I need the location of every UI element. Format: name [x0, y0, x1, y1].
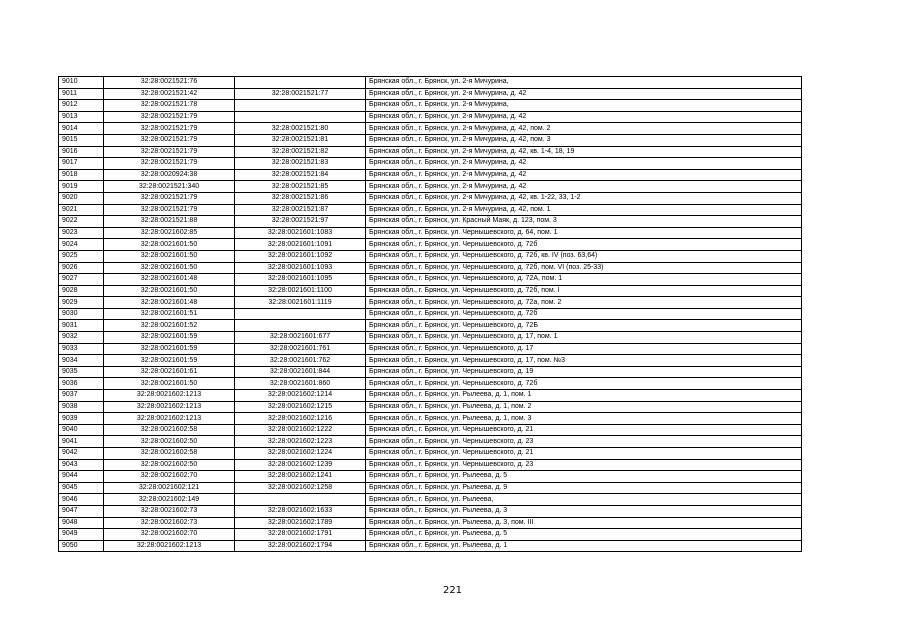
row-number-cell: 9014 [59, 123, 104, 135]
table-row [59, 146, 802, 158]
parcel-cadastral-cell: 32:28:0021602:73 [104, 505, 235, 517]
row-number-cell: 9040 [59, 424, 104, 436]
table-row [59, 308, 802, 320]
row-number-cell: 9017 [59, 158, 104, 170]
building-cadastral-cell: 32:28:0021601:1095 [235, 274, 366, 286]
address-cell: Брянская обл., г. Брянск, ул. Рылеева, [366, 494, 802, 506]
address-cell: Брянская обл., г. Брянск, ул. Чернышевского, д. 17, пом. 1 [366, 332, 802, 344]
parcel-cadastral-cell: 32:28:0021521:340 [104, 181, 235, 193]
building-cadastral-cell: 32:28:0021602:1224 [235, 448, 366, 460]
address-cell: Брянская обл., г. Брянск, ул. Чернышевского, д. 72б, пом. I [366, 285, 802, 297]
row-number-cell: 9037 [59, 390, 104, 402]
parcel-cadastral-cell: 32:28:0021521:88 [104, 216, 235, 228]
address-cell: Брянская обл., г. Брянск, ул. 2-я Мичурина, д. 42, пом. 3 [366, 134, 802, 146]
building-cadastral-cell: 32:28:0021602:1216 [235, 413, 366, 425]
row-number-cell: 9022 [59, 216, 104, 228]
table-row [59, 401, 802, 413]
address-cell: Брянская обл., г. Брянск, ул. Рылеева, д. 3, пом. III [366, 517, 802, 529]
parcel-cadastral-cell: 32:28:0021602:58 [104, 448, 235, 460]
table-row [59, 378, 802, 390]
parcel-cadastral-cell: 32:28:0021521:79 [104, 158, 235, 170]
address-cell: Брянская обл., г. Брянск, ул. 2-я Мичурина, д. 42, пом. 2 [366, 123, 802, 135]
table-row [59, 529, 802, 541]
row-number-cell: 9038 [59, 401, 104, 413]
table-row [59, 158, 802, 170]
address-cell: Брянская обл., г. Брянск, ул. 2-я Мичурина, [366, 100, 802, 112]
building-cadastral-cell: 32:28:0021601:1092 [235, 250, 366, 262]
parcel-cadastral-cell: 32:28:0021602:70 [104, 529, 235, 541]
parcel-cadastral-cell: 32:28:0021521:79 [104, 134, 235, 146]
row-number-cell: 9016 [59, 146, 104, 158]
table-row [59, 471, 802, 483]
table-row [59, 448, 802, 460]
address-cell: Брянская обл., г. Брянск, ул. Чернышевского, д. 21 [366, 424, 802, 436]
address-cell: Брянская обл., г. Брянск, ул. Рылеева, д. 1, пом. 1 [366, 390, 802, 402]
row-number-cell: 9043 [59, 459, 104, 471]
parcel-cadastral-cell: 32:28:0021602:70 [104, 471, 235, 483]
building-cadastral-cell: 32:28:0021601:1083 [235, 227, 366, 239]
table-row [59, 424, 802, 436]
table-row [59, 343, 802, 355]
building-cadastral-cell: 32:28:0021521:84 [235, 169, 366, 181]
table-row [59, 390, 802, 402]
parcel-cadastral-cell: 32:28:0021601:50 [104, 250, 235, 262]
row-number-cell: 9018 [59, 169, 104, 181]
row-number-cell: 9032 [59, 332, 104, 344]
parcel-cadastral-cell: 32:28:0021521:78 [104, 100, 235, 112]
row-number-cell: 9050 [59, 540, 104, 552]
table-row [59, 355, 802, 367]
parcel-cadastral-cell: 32:28:0021602:50 [104, 436, 235, 448]
table-row [59, 227, 802, 239]
building-cadastral-cell: 32:28:0021601:762 [235, 355, 366, 367]
building-cadastral-cell: 32:28:0021521:83 [235, 158, 366, 170]
address-cell: Брянская обл., г. Брянск, ул. Рылеева, д. 1, пом. 2 [366, 401, 802, 413]
row-number-cell: 9047 [59, 505, 104, 517]
parcel-cadastral-cell: 32:28:0021521:79 [104, 204, 235, 216]
row-number-cell: 9035 [59, 366, 104, 378]
parcel-cadastral-cell: 32:28:0021601:59 [104, 332, 235, 344]
address-cell: Брянская обл., г. Брянск, ул. Рылеева, д. 3 [366, 505, 802, 517]
table-row [59, 494, 802, 506]
registry-table-body [59, 77, 802, 552]
address-cell: Брянская обл., г. Брянск, ул. 2-я Мичурина, д. 42 [366, 181, 802, 193]
building-cadastral-cell [235, 77, 366, 89]
building-cadastral-cell: 32:28:0021602:1215 [235, 401, 366, 413]
address-cell: Брянская обл., г. Брянск, ул. Чернышевского, д. 72а, пом. 2 [366, 297, 802, 309]
table-row [59, 111, 802, 123]
building-cadastral-cell: 32:28:0021521:82 [235, 146, 366, 158]
parcel-cadastral-cell: 32:28:0021601:50 [104, 262, 235, 274]
row-number-cell: 9036 [59, 378, 104, 390]
address-cell: Брянская обл., г. Брянск, ул. Чернышевского, д. 72б [366, 378, 802, 390]
table-row [59, 297, 802, 309]
address-cell: Брянская обл., г. Брянск, ул. 2-я Мичурина, д. 42 [366, 169, 802, 181]
building-cadastral-cell: 32:28:0021602:1789 [235, 517, 366, 529]
building-cadastral-cell [235, 494, 366, 506]
building-cadastral-cell: 32:28:0021601:677 [235, 332, 366, 344]
parcel-cadastral-cell: 32:28:0021602:1213 [104, 540, 235, 552]
address-cell: Брянская обл., г. Брянск, ул. Рылеева, д. 1 [366, 540, 802, 552]
parcel-cadastral-cell: 32:28:0021602:73 [104, 517, 235, 529]
parcel-cadastral-cell: 32:28:0021601:50 [104, 285, 235, 297]
address-cell: Брянская обл., г. Брянск, ул. Рылеева, д. 5 [366, 471, 802, 483]
parcel-cadastral-cell: 32:28:0021601:52 [104, 320, 235, 332]
table-row [59, 459, 802, 471]
address-cell: Брянская обл., г. Брянск, ул. Чернышевского, д. 17, пом. №3 [366, 355, 802, 367]
table-row [59, 250, 802, 262]
table-row [59, 204, 802, 216]
row-number-cell: 9023 [59, 227, 104, 239]
table-row [59, 100, 802, 112]
row-number-cell: 9027 [59, 274, 104, 286]
row-number-cell: 9019 [59, 181, 104, 193]
parcel-cadastral-cell: 32:28:0021602:121 [104, 482, 235, 494]
building-cadastral-cell: 32:28:0021602:1241 [235, 471, 366, 483]
parcel-cadastral-cell: 32:28:0021601:51 [104, 308, 235, 320]
address-cell: Брянская обл., г. Брянск, ул. Чернышевского, д. 19 [366, 366, 802, 378]
building-cadastral-cell: 32:28:0021521:77 [235, 88, 366, 100]
address-cell: Брянская обл., г. Брянск, ул. Чернышевского, д. 17 [366, 343, 802, 355]
building-cadastral-cell: 32:28:0021602:1633 [235, 505, 366, 517]
registry-table [58, 76, 802, 552]
table-row [59, 169, 802, 181]
table-row [59, 77, 802, 89]
parcel-cadastral-cell: 32:28:0021601:50 [104, 239, 235, 251]
building-cadastral-cell [235, 308, 366, 320]
table-row [59, 181, 802, 193]
building-cadastral-cell: 32:28:0021601:761 [235, 343, 366, 355]
building-cadastral-cell: 32:28:0021601:1119 [235, 297, 366, 309]
building-cadastral-cell: 32:28:0021602:1222 [235, 424, 366, 436]
row-number-cell: 9025 [59, 250, 104, 262]
parcel-cadastral-cell: 32:28:0021602:1213 [104, 413, 235, 425]
address-cell: Брянская обл., г. Брянск, ул. Красный Маяк, д. 123, пом. 3 [366, 216, 802, 228]
row-number-cell: 9044 [59, 471, 104, 483]
address-cell: Брянская обл., г. Брянск, ул. 2-я Мичурина, д. 42, кв. 1-4, 18, 19 [366, 146, 802, 158]
building-cadastral-cell: 32:28:0021602:1239 [235, 459, 366, 471]
address-cell: Брянская обл., г. Брянск, ул. Рылеева, д. 5 [366, 529, 802, 541]
address-cell: Брянская обл., г. Брянск, ул. Рылеева, д. 1, пом. 3 [366, 413, 802, 425]
address-cell: Брянская обл., г. Брянск, ул. 2-я Мичурина, д. 42 [366, 111, 802, 123]
building-cadastral-cell: 32:28:0021521:85 [235, 181, 366, 193]
table-row [59, 239, 802, 251]
building-cadastral-cell [235, 111, 366, 123]
address-cell: Брянская обл., г. Брянск, ул. Чернышевского, д. 21 [366, 448, 802, 460]
table-row [59, 436, 802, 448]
table-row [59, 274, 802, 286]
row-number-cell: 9039 [59, 413, 104, 425]
address-cell: Брянская обл., г. Брянск, ул. Чернышевского, д. 72А, пом. 1 [366, 274, 802, 286]
parcel-cadastral-cell: 32:28:0021602:149 [104, 494, 235, 506]
row-number-cell: 9020 [59, 192, 104, 204]
parcel-cadastral-cell: 32:28:0021601:50 [104, 378, 235, 390]
table-row [59, 262, 802, 274]
parcel-cadastral-cell: 32:28:0021602:1213 [104, 401, 235, 413]
building-cadastral-cell: 32:28:0021521:86 [235, 192, 366, 204]
building-cadastral-cell: 32:28:0021601:1100 [235, 285, 366, 297]
table-row [59, 517, 802, 529]
row-number-cell: 9031 [59, 320, 104, 332]
address-cell: Брянская обл., г. Брянск, ул. 2-я Мичурина, д. 42, кв. 1-22, 33, 1-2 [366, 192, 802, 204]
row-number-cell: 9033 [59, 343, 104, 355]
row-number-cell: 9021 [59, 204, 104, 216]
building-cadastral-cell: 32:28:0021601:844 [235, 366, 366, 378]
building-cadastral-cell: 32:28:0021602:1791 [235, 529, 366, 541]
parcel-cadastral-cell: 32:28:0021521:79 [104, 123, 235, 135]
address-cell: Брянская обл., г. Брянск, ул. Чернышевского, д. 72Б [366, 320, 802, 332]
table-row [59, 285, 802, 297]
address-cell: Брянская обл., г. Брянск, ул. Рылеева, д. 9 [366, 482, 802, 494]
parcel-cadastral-cell: 32:28:0021521:42 [104, 88, 235, 100]
address-cell: Брянская обл., г. Брянск, ул. 2-я Мичурина, [366, 77, 802, 89]
building-cadastral-cell: 32:28:0021602:1258 [235, 482, 366, 494]
row-number-cell: 9015 [59, 134, 104, 146]
building-cadastral-cell [235, 100, 366, 112]
building-cadastral-cell [235, 320, 366, 332]
row-number-cell: 9026 [59, 262, 104, 274]
building-cadastral-cell: 32:28:0021602:1223 [235, 436, 366, 448]
address-cell: Брянская обл., г. Брянск, ул. Чернышевского, д. 23 [366, 459, 802, 471]
parcel-cadastral-cell: 32:28:0021521:79 [104, 192, 235, 204]
parcel-cadastral-cell: 32:28:0021601:48 [104, 274, 235, 286]
parcel-cadastral-cell: 32:28:0021601:59 [104, 355, 235, 367]
parcel-cadastral-cell: 32:28:0021521:76 [104, 77, 235, 89]
parcel-cadastral-cell: 32:28:0021602:85 [104, 227, 235, 239]
building-cadastral-cell: 32:28:0021602:1214 [235, 390, 366, 402]
row-number-cell: 9030 [59, 308, 104, 320]
address-cell: Брянская обл., г. Брянск, ул. Чернышевского, д. 72б, кв. IV (поз. 63,64) [366, 250, 802, 262]
table-row [59, 320, 802, 332]
table-row [59, 482, 802, 494]
row-number-cell: 9012 [59, 100, 104, 112]
address-cell: Брянская обл., г. Брянск, ул. Чернышевского, д. 72б [366, 239, 802, 251]
table-row [59, 540, 802, 552]
parcel-cadastral-cell: 32:28:0021601:59 [104, 343, 235, 355]
building-cadastral-cell: 32:28:0021601:1093 [235, 262, 366, 274]
address-cell: Брянская обл., г. Брянск, ул. 2-я Мичурина, д. 42 [366, 88, 802, 100]
address-cell: Брянская обл., г. Брянск, ул. Чернышевского, д. 23 [366, 436, 802, 448]
table-row [59, 413, 802, 425]
building-cadastral-cell: 32:28:0021521:80 [235, 123, 366, 135]
row-number-cell: 9045 [59, 482, 104, 494]
row-number-cell: 9049 [59, 529, 104, 541]
address-cell: Брянская обл., г. Брянск, ул. 2-я Мичурина, д. 42, пом. 1 [366, 204, 802, 216]
table-row [59, 123, 802, 135]
building-cadastral-cell: 32:28:0021601:1091 [235, 239, 366, 251]
row-number-cell: 9042 [59, 448, 104, 460]
address-cell: Брянская обл., г. Брянск, ул. Чернышевского, д. 64, пом. 1 [366, 227, 802, 239]
row-number-cell: 9046 [59, 494, 104, 506]
row-number-cell: 9048 [59, 517, 104, 529]
building-cadastral-cell: 32:28:0021602:1794 [235, 540, 366, 552]
row-number-cell: 9041 [59, 436, 104, 448]
page-number: 221 [442, 585, 463, 596]
table-row [59, 505, 802, 517]
table-row [59, 134, 802, 146]
parcel-cadastral-cell: 32:28:0021601:61 [104, 366, 235, 378]
row-number-cell: 9028 [59, 285, 104, 297]
address-cell: Брянская обл., г. Брянск, ул. Чернышевского, д. 72б [366, 308, 802, 320]
table-row [59, 216, 802, 228]
table-row [59, 332, 802, 344]
building-cadastral-cell: 32:28:0021521:87 [235, 204, 366, 216]
parcel-cadastral-cell: 32:28:0020924:38 [104, 169, 235, 181]
building-cadastral-cell: 32:28:0021521:97 [235, 216, 366, 228]
parcel-cadastral-cell: 32:28:0021601:48 [104, 297, 235, 309]
address-cell: Брянская обл., г. Брянск, ул. Чернышевского, д. 72б, пом. VI (поз. 25-33) [366, 262, 802, 274]
row-number-cell: 9013 [59, 111, 104, 123]
parcel-cadastral-cell: 32:28:0021602:1213 [104, 390, 235, 402]
table-row [59, 366, 802, 378]
parcel-cadastral-cell: 32:28:0021602:58 [104, 424, 235, 436]
row-number-cell: 9034 [59, 355, 104, 367]
table-row [59, 88, 802, 100]
row-number-cell: 9024 [59, 239, 104, 251]
row-number-cell: 9029 [59, 297, 104, 309]
parcel-cadastral-cell: 32:28:0021521:79 [104, 146, 235, 158]
parcel-cadastral-cell: 32:28:0021521:79 [104, 111, 235, 123]
building-cadastral-cell: 32:28:0021521:81 [235, 134, 366, 146]
building-cadastral-cell: 32:28:0021601:860 [235, 378, 366, 390]
row-number-cell: 9010 [59, 77, 104, 89]
address-cell: Брянская обл., г. Брянск, ул. 2-я Мичурина, д. 42 [366, 158, 802, 170]
parcel-cadastral-cell: 32:28:0021602:50 [104, 459, 235, 471]
row-number-cell: 9011 [59, 88, 104, 100]
table-row [59, 192, 802, 204]
